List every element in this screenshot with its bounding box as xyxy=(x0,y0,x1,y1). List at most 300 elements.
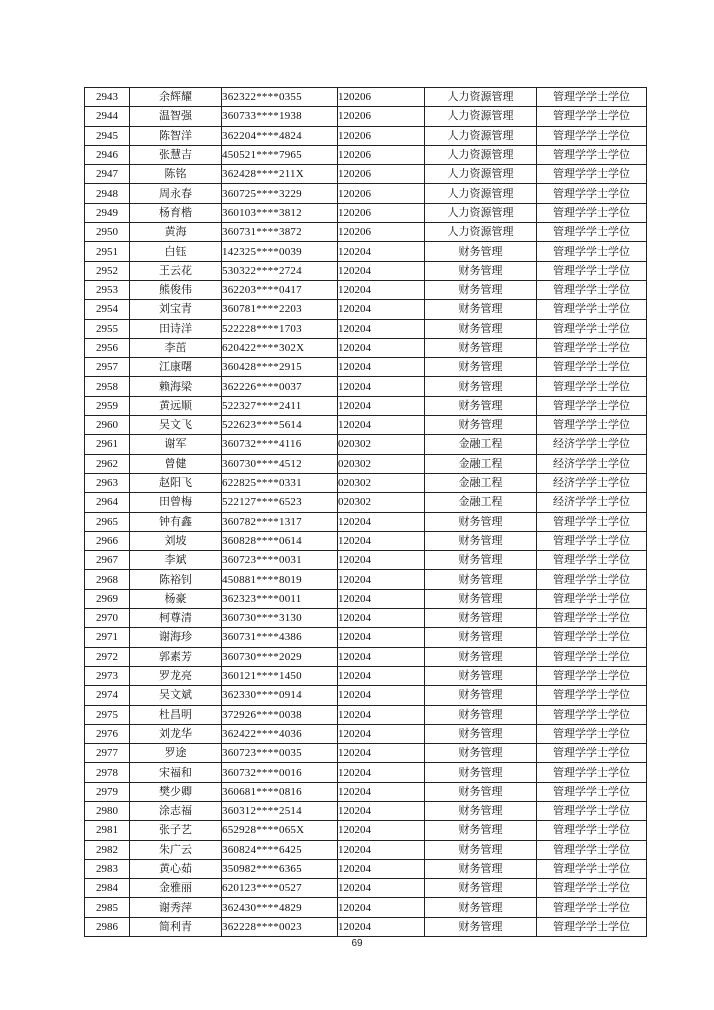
major-code-cell: 120204 xyxy=(338,647,425,666)
student-name-cell: 田诗洋 xyxy=(130,319,222,338)
student-name-cell: 黄心茹 xyxy=(130,859,222,878)
major-name-cell: 财务管理 xyxy=(425,319,537,338)
table-row xyxy=(85,145,647,164)
major-code-cell: 120204 xyxy=(338,666,425,685)
row-number-cell: 2965 xyxy=(85,512,130,531)
major-name-cell: 金融工程 xyxy=(425,473,537,492)
major-name-cell: 金融工程 xyxy=(425,454,537,473)
row-number-cell: 2976 xyxy=(85,724,130,743)
table-row xyxy=(85,107,647,126)
row-number-cell: 2981 xyxy=(85,821,130,840)
table-row xyxy=(85,358,647,377)
row-number-cell: 2978 xyxy=(85,763,130,782)
id-number-cell: 360103****3812 xyxy=(222,203,338,222)
major-name-cell: 财务管理 xyxy=(425,416,537,435)
degree-type-cell: 管理学学士学位 xyxy=(537,609,647,628)
row-number-cell: 2944 xyxy=(85,107,130,126)
degree-type-cell: 经济学学士学位 xyxy=(537,493,647,512)
id-number-cell: 362323****0011 xyxy=(222,589,338,608)
major-code-cell: 120204 xyxy=(338,782,425,801)
table-row xyxy=(85,126,647,145)
table-row xyxy=(85,319,647,338)
degree-type-cell: 管理学学士学位 xyxy=(537,242,647,261)
major-code-cell: 120206 xyxy=(338,223,425,242)
student-name-cell: 刘宝青 xyxy=(130,300,222,319)
major-name-cell: 财务管理 xyxy=(425,300,537,319)
degree-type-cell: 经济学学士学位 xyxy=(537,435,647,454)
table-row xyxy=(85,647,647,666)
table-row xyxy=(85,801,647,820)
major-code-cell: 120204 xyxy=(338,821,425,840)
row-number-cell: 2962 xyxy=(85,454,130,473)
id-number-cell: 362422****4036 xyxy=(222,724,338,743)
degree-type-cell: 管理学学士学位 xyxy=(537,261,647,280)
degree-type-cell: 管理学学士学位 xyxy=(537,88,647,107)
row-number-cell: 2958 xyxy=(85,377,130,396)
table-row xyxy=(85,705,647,724)
id-number-cell: 530322****2724 xyxy=(222,261,338,280)
degree-type-cell: 管理学学士学位 xyxy=(537,589,647,608)
student-name-cell: 黄海 xyxy=(130,223,222,242)
table-row xyxy=(85,686,647,705)
table-row xyxy=(85,898,647,917)
table-row xyxy=(85,280,647,299)
major-code-cell: 120204 xyxy=(338,724,425,743)
degree-type-cell: 管理学学士学位 xyxy=(537,570,647,589)
student-name-cell: 陈裕钊 xyxy=(130,570,222,589)
major-code-cell: 120204 xyxy=(338,763,425,782)
table-row xyxy=(85,493,647,512)
major-code-cell: 120204 xyxy=(338,570,425,589)
degree-type-cell: 管理学学士学位 xyxy=(537,416,647,435)
student-name-cell: 张慧吉 xyxy=(130,145,222,164)
row-number-cell: 2943 xyxy=(85,88,130,107)
id-number-cell: 360725****3229 xyxy=(222,184,338,203)
student-name-cell: 杜昌明 xyxy=(130,705,222,724)
major-name-cell: 财务管理 xyxy=(425,821,537,840)
table-row xyxy=(85,666,647,685)
major-code-cell: 120206 xyxy=(338,184,425,203)
major-name-cell: 财务管理 xyxy=(425,686,537,705)
student-name-cell: 赵阳飞 xyxy=(130,473,222,492)
major-name-cell: 财务管理 xyxy=(425,724,537,743)
student-name-cell: 王云花 xyxy=(130,261,222,280)
id-number-cell: 362322****0355 xyxy=(222,88,338,107)
major-code-cell: 120204 xyxy=(338,609,425,628)
major-name-cell: 财务管理 xyxy=(425,338,537,357)
degree-type-cell: 经济学学士学位 xyxy=(537,473,647,492)
major-code-cell: 120204 xyxy=(338,744,425,763)
student-name-cell: 曾健 xyxy=(130,454,222,473)
major-code-cell: 120206 xyxy=(338,126,425,145)
major-code-cell: 120204 xyxy=(338,859,425,878)
degree-type-cell: 管理学学士学位 xyxy=(537,782,647,801)
student-name-cell: 张子艺 xyxy=(130,821,222,840)
id-number-cell: 360723****0031 xyxy=(222,551,338,570)
degree-type-cell: 管理学学士学位 xyxy=(537,300,647,319)
table-row xyxy=(85,840,647,859)
student-name-cell: 余辉耀 xyxy=(130,88,222,107)
row-number-cell: 2968 xyxy=(85,570,130,589)
major-name-cell: 财务管理 xyxy=(425,280,537,299)
student-name-cell: 谢军 xyxy=(130,435,222,454)
degree-type-cell: 管理学学士学位 xyxy=(537,377,647,396)
student-name-cell: 简利青 xyxy=(130,917,222,936)
id-number-cell: 360121****1450 xyxy=(222,666,338,685)
id-number-cell: 360730****4512 xyxy=(222,454,338,473)
major-name-cell: 人力资源管理 xyxy=(425,126,537,145)
major-code-cell: 120204 xyxy=(338,416,425,435)
row-number-cell: 2975 xyxy=(85,705,130,724)
row-number-cell: 2985 xyxy=(85,898,130,917)
id-number-cell: 360723****0035 xyxy=(222,744,338,763)
major-name-cell: 财务管理 xyxy=(425,801,537,820)
major-name-cell: 财务管理 xyxy=(425,261,537,280)
major-code-cell: 120206 xyxy=(338,145,425,164)
table-row xyxy=(85,165,647,184)
table-row xyxy=(85,454,647,473)
id-number-cell: 622825****0331 xyxy=(222,473,338,492)
row-number-cell: 2971 xyxy=(85,628,130,647)
roster-body xyxy=(85,88,647,937)
degree-type-cell: 管理学学士学位 xyxy=(537,107,647,126)
row-number-cell: 2949 xyxy=(85,203,130,222)
student-name-cell: 李斌 xyxy=(130,551,222,570)
major-name-cell: 人力资源管理 xyxy=(425,165,537,184)
major-name-cell: 财务管理 xyxy=(425,705,537,724)
id-number-cell: 360731****4386 xyxy=(222,628,338,647)
student-name-cell: 金雅丽 xyxy=(130,879,222,898)
major-code-cell: 120204 xyxy=(338,261,425,280)
table-row xyxy=(85,724,647,743)
major-code-cell: 120204 xyxy=(338,898,425,917)
student-name-cell: 周永春 xyxy=(130,184,222,203)
major-code-cell: 120204 xyxy=(338,705,425,724)
major-code-cell: 120206 xyxy=(338,88,425,107)
major-name-cell: 财务管理 xyxy=(425,763,537,782)
row-number-cell: 2954 xyxy=(85,300,130,319)
id-number-cell: 450521****7965 xyxy=(222,145,338,164)
row-number-cell: 2986 xyxy=(85,917,130,936)
row-number-cell: 2945 xyxy=(85,126,130,145)
degree-type-cell: 经济学学士学位 xyxy=(537,454,647,473)
row-number-cell: 2983 xyxy=(85,859,130,878)
degree-type-cell: 管理学学士学位 xyxy=(537,686,647,705)
student-name-cell: 吴文飞 xyxy=(130,416,222,435)
student-name-cell: 陈智洋 xyxy=(130,126,222,145)
student-name-cell: 陈铭 xyxy=(130,165,222,184)
row-number-cell: 2957 xyxy=(85,358,130,377)
degree-type-cell: 管理学学士学位 xyxy=(537,531,647,550)
student-name-cell: 钟有鑫 xyxy=(130,512,222,531)
row-number-cell: 2977 xyxy=(85,744,130,763)
degree-type-cell: 管理学学士学位 xyxy=(537,628,647,647)
table-row xyxy=(85,261,647,280)
id-number-cell: 360782****1317 xyxy=(222,512,338,531)
major-name-cell: 财务管理 xyxy=(425,879,537,898)
degree-type-cell: 管理学学士学位 xyxy=(537,223,647,242)
major-name-cell: 财务管理 xyxy=(425,589,537,608)
major-name-cell: 财务管理 xyxy=(425,531,537,550)
degree-type-cell: 管理学学士学位 xyxy=(537,319,647,338)
major-code-cell: 020302 xyxy=(338,454,425,473)
student-name-cell: 宋福和 xyxy=(130,763,222,782)
major-code-cell: 020302 xyxy=(338,493,425,512)
table-row xyxy=(85,242,647,261)
major-name-cell: 财务管理 xyxy=(425,782,537,801)
major-code-cell: 120204 xyxy=(338,338,425,357)
major-name-cell: 财务管理 xyxy=(425,570,537,589)
degree-type-cell: 管理学学士学位 xyxy=(537,184,647,203)
major-code-cell: 120204 xyxy=(338,801,425,820)
table-row xyxy=(85,879,647,898)
degree-type-cell: 管理学学士学位 xyxy=(537,280,647,299)
table-row xyxy=(85,551,647,570)
student-name-cell: 罗途 xyxy=(130,744,222,763)
row-number-cell: 2969 xyxy=(85,589,130,608)
id-number-cell: 620123****0527 xyxy=(222,879,338,898)
major-name-cell: 金融工程 xyxy=(425,493,537,512)
table-row xyxy=(85,821,647,840)
id-number-cell: 360731****3872 xyxy=(222,223,338,242)
id-number-cell: 360681****0816 xyxy=(222,782,338,801)
major-code-cell: 120204 xyxy=(338,396,425,415)
major-code-cell: 120204 xyxy=(338,917,425,936)
degree-type-cell: 管理学学士学位 xyxy=(537,898,647,917)
id-number-cell: 360732****0016 xyxy=(222,763,338,782)
id-number-cell: 362203****0417 xyxy=(222,280,338,299)
row-number-cell: 2973 xyxy=(85,666,130,685)
page-number: 69 xyxy=(351,938,363,949)
row-number-cell: 2953 xyxy=(85,280,130,299)
row-number-cell: 2967 xyxy=(85,551,130,570)
degree-type-cell: 管理学学士学位 xyxy=(537,666,647,685)
major-name-cell: 财务管理 xyxy=(425,512,537,531)
major-name-cell: 财务管理 xyxy=(425,647,537,666)
major-name-cell: 人力资源管理 xyxy=(425,184,537,203)
degree-type-cell: 管理学学士学位 xyxy=(537,647,647,666)
id-number-cell: 372926****0038 xyxy=(222,705,338,724)
major-code-cell: 120206 xyxy=(338,107,425,126)
table-row xyxy=(85,184,647,203)
student-name-cell: 刘坡 xyxy=(130,531,222,550)
degree-type-cell: 管理学学士学位 xyxy=(537,551,647,570)
student-name-cell: 熊俊伟 xyxy=(130,280,222,299)
degree-type-cell: 管理学学士学位 xyxy=(537,917,647,936)
table-row xyxy=(85,377,647,396)
degree-type-cell: 管理学学士学位 xyxy=(537,744,647,763)
id-number-cell: 360824****6425 xyxy=(222,840,338,859)
row-number-cell: 2974 xyxy=(85,686,130,705)
row-number-cell: 2963 xyxy=(85,473,130,492)
id-number-cell: 360828****0614 xyxy=(222,531,338,550)
student-name-cell: 黄远顺 xyxy=(130,396,222,415)
major-code-cell: 120204 xyxy=(338,589,425,608)
student-name-cell: 吴文斌 xyxy=(130,686,222,705)
major-name-cell: 财务管理 xyxy=(425,396,537,415)
major-code-cell: 120204 xyxy=(338,551,425,570)
table-row xyxy=(85,396,647,415)
degree-type-cell: 管理学学士学位 xyxy=(537,165,647,184)
table-row xyxy=(85,416,647,435)
major-code-cell: 120204 xyxy=(338,242,425,261)
row-number-cell: 2966 xyxy=(85,531,130,550)
student-name-cell: 杨育楷 xyxy=(130,203,222,222)
id-number-cell: 362228****0023 xyxy=(222,917,338,936)
table-row xyxy=(85,203,647,222)
degree-type-cell: 管理学学士学位 xyxy=(537,840,647,859)
id-number-cell: 652928****065X xyxy=(222,821,338,840)
id-number-cell: 350982****6365 xyxy=(222,859,338,878)
id-number-cell: 360733****1938 xyxy=(222,107,338,126)
id-number-cell: 360732****4116 xyxy=(222,435,338,454)
degree-type-cell: 管理学学士学位 xyxy=(537,145,647,164)
row-number-cell: 2984 xyxy=(85,879,130,898)
student-name-cell: 田曾梅 xyxy=(130,493,222,512)
id-number-cell: 362330****0914 xyxy=(222,686,338,705)
degree-type-cell: 管理学学士学位 xyxy=(537,821,647,840)
row-number-cell: 2970 xyxy=(85,609,130,628)
row-number-cell: 2948 xyxy=(85,184,130,203)
row-number-cell: 2946 xyxy=(85,145,130,164)
table-row xyxy=(85,609,647,628)
id-number-cell: 142325****0039 xyxy=(222,242,338,261)
major-name-cell: 财务管理 xyxy=(425,609,537,628)
table-row xyxy=(85,435,647,454)
major-name-cell: 财务管理 xyxy=(425,242,537,261)
row-number-cell: 2964 xyxy=(85,493,130,512)
id-number-cell: 362430****4829 xyxy=(222,898,338,917)
degree-type-cell: 管理学学士学位 xyxy=(537,763,647,782)
major-code-cell: 020302 xyxy=(338,473,425,492)
student-name-cell: 樊少卿 xyxy=(130,782,222,801)
student-name-cell: 罗龙亮 xyxy=(130,666,222,685)
id-number-cell: 522327****2411 xyxy=(222,396,338,415)
major-code-cell: 120204 xyxy=(338,358,425,377)
major-name-cell: 人力资源管理 xyxy=(425,223,537,242)
degree-type-cell: 管理学学士学位 xyxy=(537,512,647,531)
row-number-cell: 2959 xyxy=(85,396,130,415)
id-number-cell: 360730****3130 xyxy=(222,609,338,628)
student-name-cell: 白钰 xyxy=(130,242,222,261)
table-row xyxy=(85,763,647,782)
major-code-cell: 120204 xyxy=(338,300,425,319)
row-number-cell: 2955 xyxy=(85,319,130,338)
major-code-cell: 120204 xyxy=(338,628,425,647)
student-name-cell: 朱广云 xyxy=(130,840,222,859)
student-name-cell: 谢秀萍 xyxy=(130,898,222,917)
id-number-cell: 360730****2029 xyxy=(222,647,338,666)
table-row xyxy=(85,917,647,936)
table-row xyxy=(85,744,647,763)
row-number-cell: 2979 xyxy=(85,782,130,801)
major-name-cell: 财务管理 xyxy=(425,840,537,859)
major-name-cell: 财务管理 xyxy=(425,898,537,917)
major-name-cell: 人力资源管理 xyxy=(425,203,537,222)
table-row xyxy=(85,88,647,107)
table-row xyxy=(85,512,647,531)
id-number-cell: 620422****302X xyxy=(222,338,338,357)
major-code-cell: 120204 xyxy=(338,879,425,898)
degree-type-cell: 管理学学士学位 xyxy=(537,126,647,145)
row-number-cell: 2951 xyxy=(85,242,130,261)
student-name-cell: 刘龙华 xyxy=(130,724,222,743)
major-name-cell: 财务管理 xyxy=(425,666,537,685)
degree-type-cell: 管理学学士学位 xyxy=(537,879,647,898)
row-number-cell: 2952 xyxy=(85,261,130,280)
major-name-cell: 金融工程 xyxy=(425,435,537,454)
student-name-cell: 杨豪 xyxy=(130,589,222,608)
student-name-cell: 温智强 xyxy=(130,107,222,126)
id-number-cell: 522127****6523 xyxy=(222,493,338,512)
student-name-cell: 赖海梁 xyxy=(130,377,222,396)
row-number-cell: 2956 xyxy=(85,338,130,357)
row-number-cell: 2980 xyxy=(85,801,130,820)
table-row xyxy=(85,628,647,647)
student-name-cell: 谢海珍 xyxy=(130,628,222,647)
major-code-cell: 120206 xyxy=(338,203,425,222)
student-name-cell: 江康曙 xyxy=(130,358,222,377)
id-number-cell: 360428****2915 xyxy=(222,358,338,377)
major-code-cell: 120204 xyxy=(338,686,425,705)
row-number-cell: 2950 xyxy=(85,223,130,242)
degree-roster-table xyxy=(84,87,647,937)
major-name-cell: 财务管理 xyxy=(425,917,537,936)
table-row xyxy=(85,782,647,801)
student-name-cell: 涂志福 xyxy=(130,801,222,820)
major-name-cell: 财务管理 xyxy=(425,358,537,377)
row-number-cell: 2972 xyxy=(85,647,130,666)
major-code-cell: 120204 xyxy=(338,531,425,550)
table-row xyxy=(85,223,647,242)
table-row xyxy=(85,531,647,550)
table-row xyxy=(85,338,647,357)
degree-type-cell: 管理学学士学位 xyxy=(537,358,647,377)
id-number-cell: 362226****0037 xyxy=(222,377,338,396)
table-row xyxy=(85,589,647,608)
major-name-cell: 人力资源管理 xyxy=(425,107,537,126)
id-number-cell: 522623****5614 xyxy=(222,416,338,435)
degree-type-cell: 管理学学士学位 xyxy=(537,203,647,222)
degree-type-cell: 管理学学士学位 xyxy=(537,801,647,820)
id-number-cell: 450881****8019 xyxy=(222,570,338,589)
degree-type-cell: 管理学学士学位 xyxy=(537,705,647,724)
student-name-cell: 柯尊清 xyxy=(130,609,222,628)
row-number-cell: 2982 xyxy=(85,840,130,859)
major-name-cell: 财务管理 xyxy=(425,551,537,570)
major-name-cell: 财务管理 xyxy=(425,859,537,878)
major-code-cell: 120204 xyxy=(338,840,425,859)
id-number-cell: 362428****211X xyxy=(222,165,338,184)
major-name-cell: 人力资源管理 xyxy=(425,88,537,107)
table-row xyxy=(85,300,647,319)
major-code-cell: 120204 xyxy=(338,280,425,299)
id-number-cell: 522228****1703 xyxy=(222,319,338,338)
major-name-cell: 人力资源管理 xyxy=(425,145,537,164)
major-name-cell: 财务管理 xyxy=(425,377,537,396)
major-code-cell: 120204 xyxy=(338,377,425,396)
student-name-cell: 李茁 xyxy=(130,338,222,357)
table-row xyxy=(85,473,647,492)
degree-type-cell: 管理学学士学位 xyxy=(537,396,647,415)
row-number-cell: 2947 xyxy=(85,165,130,184)
major-code-cell: 120204 xyxy=(338,512,425,531)
degree-type-cell: 管理学学士学位 xyxy=(537,859,647,878)
degree-type-cell: 管理学学士学位 xyxy=(537,724,647,743)
major-code-cell: 120206 xyxy=(338,165,425,184)
row-number-cell: 2960 xyxy=(85,416,130,435)
major-name-cell: 财务管理 xyxy=(425,628,537,647)
